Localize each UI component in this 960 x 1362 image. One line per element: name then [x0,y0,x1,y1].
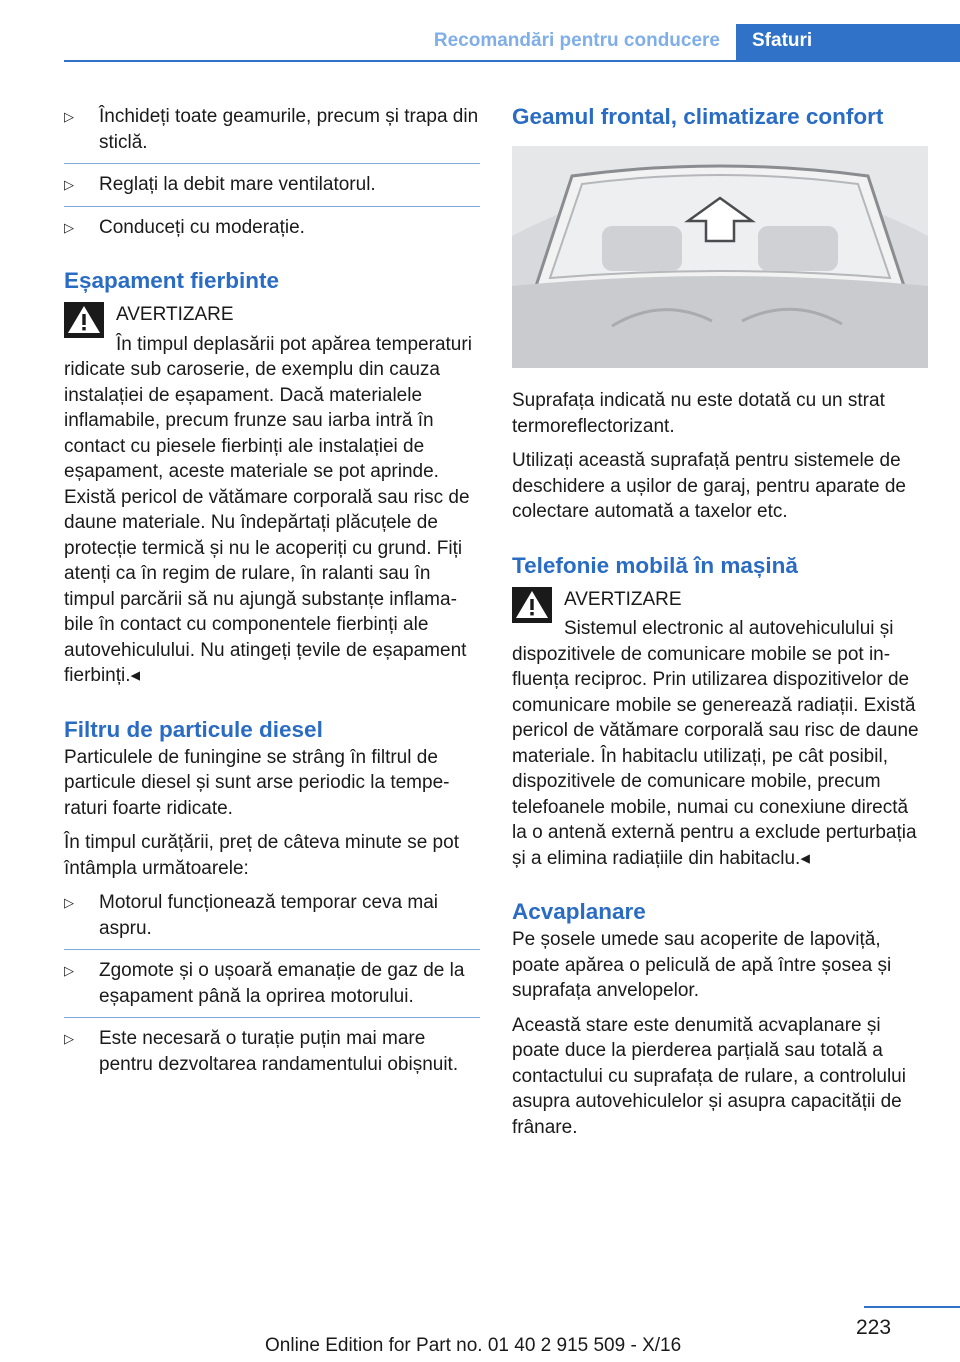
paragraph: Suprafața indicată nu este dotată cu un strat termoreflectorizant. [512,390,885,437]
paragraph: Pe șosele umede sau acoperite de lapoviță, poate apărea o peliculă de apă între șosea și suprafața anvelopelor. [512,929,892,1001]
paragraph: În timpul curățării, preț de câteva minute se pot întâmpla următoarele: [64,832,459,879]
warning-box [512,587,928,872]
list-item [64,215,480,241]
bullet-triangle-icon: ▷ [64,177,74,192]
list-divider [64,163,480,164]
warning-box [64,302,480,689]
list-item-text: Este necesară o turație puțin mai mare pentru dezvoltarea randamentului obișnuit. [99,1028,459,1075]
list-item-text: Conduceți cu moderație. [99,216,305,238]
section-heading-exhaust: Eșapament fierbinte [64,268,280,293]
bullet-triangle-icon: ▷ [64,219,74,235]
list-item [64,1026,480,1077]
paragraph: Utilizați această suprafață pentru sistemele de deschidere a ușilor de garaj, pentru aparate de colectare automată a taxelor etc. [512,450,906,522]
list-item-text: Reglați la debit mare ventilatorul. [99,174,376,195]
paragraph: Particulele de funingine se strâng în filtrul de particule diesel și sunt arse periodic la temperaturi foarte ridicate. [64,746,450,819]
list-item [64,958,480,1009]
edition-footer: Online Edition for Part no. 01 40 2 915 509 - X/16 [265,1335,682,1356]
header-rule [64,60,960,62]
list-item-text: Închideți toate geamurile, precum și trapa din sticlă. [99,106,479,153]
page-header [64,24,960,62]
windshield-figure [512,146,928,368]
list-divider [64,1017,480,1018]
section-heading-diesel: Filtru de particule diesel [64,716,323,742]
section-heading-mobile: Telefonie mobilă în mașină [512,552,798,578]
section-heading-aquaplaning: Acvaplanare [512,899,646,924]
list-item [64,172,480,198]
paragraph: Această stare este denumită acvaplanare și poate duce la pierderea parțială sau totală a contactului cu suprafața de rulare, a controlului asupra autovehiculelor și asupra capacității de frânare. [512,1014,906,1138]
warning-triangle-icon [64,302,104,338]
warning-triangle-icon [512,587,552,623]
warning-text: Sistemul electronic al autovehiculului și dispozitivele de comunicare mobile se pot influența reciproc. Prin utilizarea dispozitivelor de comunicare mobile se generează radiații. Există pericol de vătămare corporală sau risc de daune materiale. În habitaclu utilizați, pe cât posibil, dispozitivele de comunicare mobile, precum telefoanele mobile, numai cu conexiune directă la o antenă externă pentru a exclude perturbația și a elimina radiațiile din habitaclu.◂ [512,618,919,869]
list-item-text: Motorul funcționează temporar ceva mai aspru. [99,892,438,939]
warning-label: AVERTIZARE [116,304,234,325]
list-divider [64,206,480,207]
list-item [64,890,480,941]
header-section-title: Recomandări pentru conducere [433,30,720,51]
right-column [512,102,928,1149]
warning-label: AVERTIZARE [564,588,682,610]
list-divider [64,949,480,950]
bullet-triangle-icon: ▷ [64,109,74,124]
bullet-triangle-icon: ▷ [64,895,74,910]
warning-text: În timpul deplasării pot apărea temperaturi ridicate sub caroserie, de exemplu din cauza instalației de eșapament. Dacă materialele inflamabile, precum frunze sau iarba intră în contact cu piesele fierbinți ale instalației de eșapament, aceste materiale se pot aprinde. Există pericol de vătămare corporală sau risc de daune materiale. Nu îndepărtați plăcuțele de protecție termică și nu le acoperiți cu grund. Fiți atenți ca în regim de rulare, în ralanti sau în timpul parcării să nu ajungă substanțe inflamabile în contact cu componentele fierbinți ale autovehiculului. Nu atingeți țevile de eșapament fierbinți.◂ [64,333,472,686]
left-column [64,104,480,1077]
list-item-text: Zgomote și o ușoară emanație de gaz de la eșapament până la oprirea motorului. [99,960,465,1007]
footer-rule [864,1306,960,1308]
bullet-triangle-icon: ▷ [64,963,74,978]
header-chapter-tab: Sfaturi [736,24,960,62]
section-heading-windshield: Geamul frontal, climatizare confort [512,104,884,129]
bullet-triangle-icon: ▷ [64,1031,74,1046]
page-number: 223 [856,1316,892,1339]
list-item [64,104,480,155]
